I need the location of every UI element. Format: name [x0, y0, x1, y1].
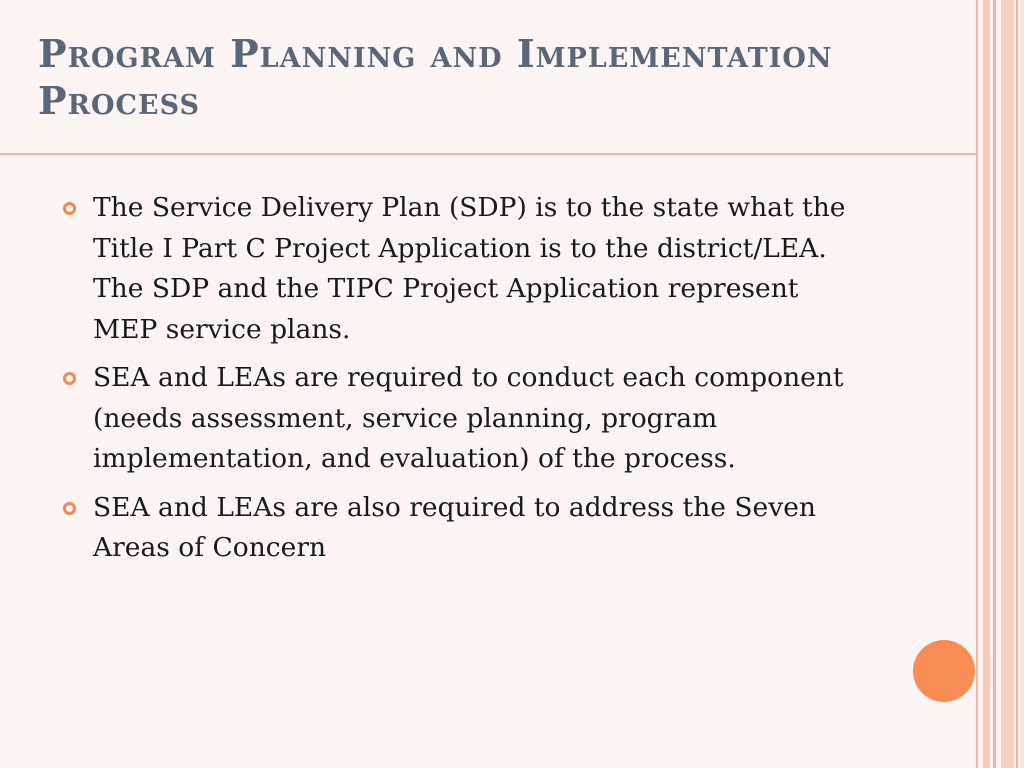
title-divider	[0, 153, 976, 155]
title-area	[0, 0, 976, 152]
bullet-text: SEA and LEAs are also required to address the Seven Areas of Concern	[93, 491, 816, 563]
circle-bullet-icon	[63, 372, 76, 385]
bullet-text: SEA and LEAs are required to conduct each component (needs assessment, service planning, program implementation, and evaluation) of the process.	[93, 362, 844, 474]
bullet-item	[60, 358, 860, 480]
orange-circle-icon	[913, 640, 975, 702]
bullet-item	[60, 488, 860, 569]
circle-bullet-icon	[63, 502, 76, 515]
slide-title: Program Planning and Implementation Process	[38, 31, 833, 123]
decorative-stripe	[1001, 0, 1014, 768]
bullet-list	[60, 188, 860, 569]
bullet-text: The Service Delivery Plan (SDP) is to the state what the Title I Part C Project Application is to the district/LEA. The SDP and the TIPC Project Application represent MEP service plans.	[93, 192, 846, 345]
decorative-stripe	[983, 0, 990, 768]
decorative-stripe	[976, 0, 978, 768]
decorative-stripe	[1020, 0, 1024, 768]
circle-bullet-icon	[63, 202, 76, 215]
decorative-stripe	[993, 0, 996, 768]
bullet-item	[60, 188, 860, 350]
decorative-stripe	[1016, 0, 1018, 768]
slide-content	[60, 188, 860, 577]
